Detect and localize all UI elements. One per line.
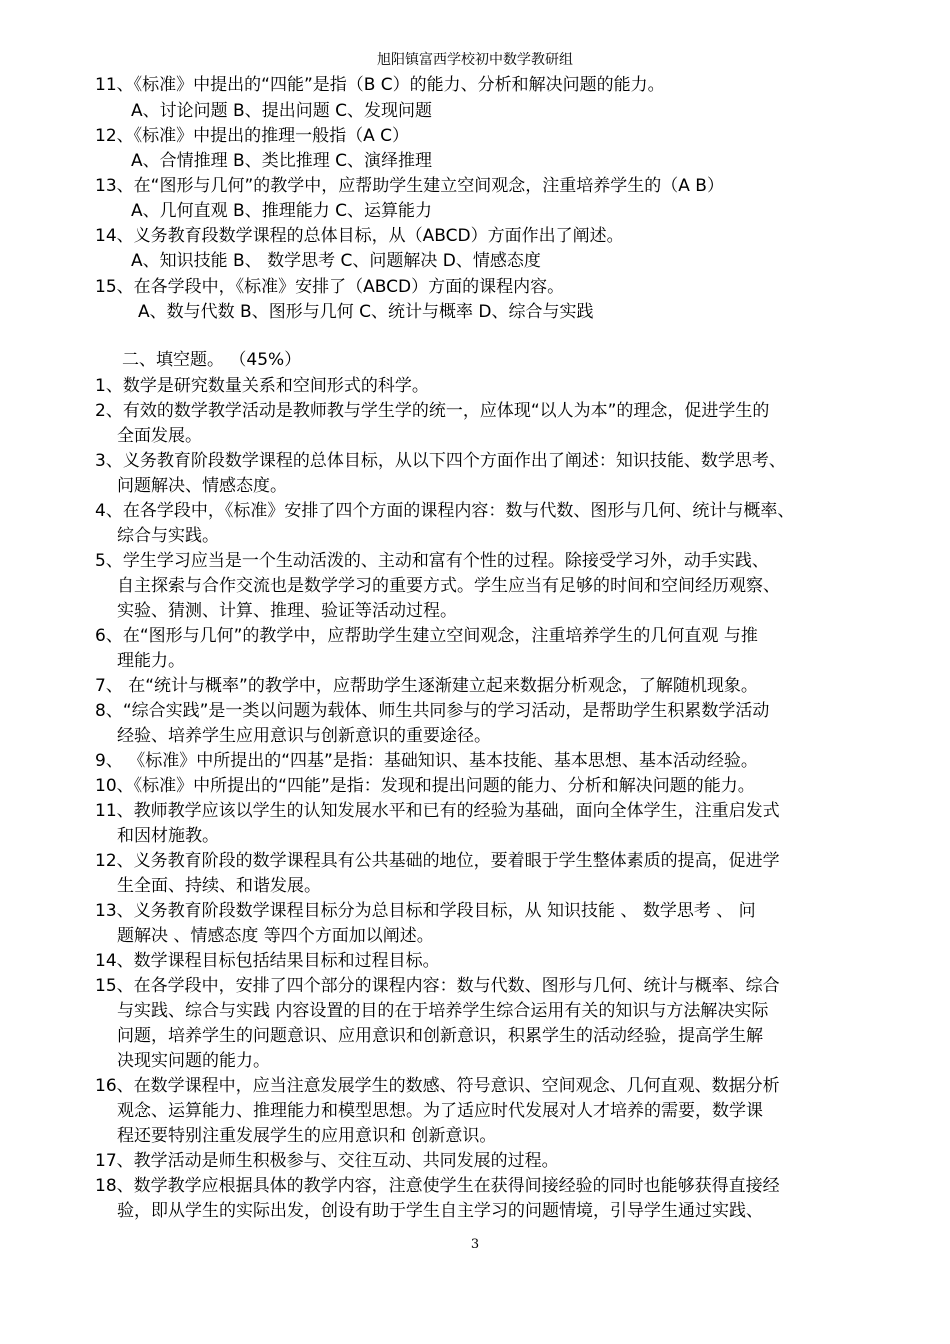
text-line: 经验、培养学生应用意识与创新意识的重要途径。 (117, 726, 491, 746)
text-line: 7、 在“统计与概率”的教学中，应帮助学生逐渐建立起来数据分析观念，了解随机现象。 (95, 676, 758, 696)
text-line: A、知识技能 B、 数学思考 C、问题解决 D、情感态度 (131, 251, 541, 271)
text-line: 决现实问题的能力。 (117, 1051, 270, 1071)
text-line: 生全面、持续、和谐发展。 (117, 876, 321, 896)
text-line: 实验、猜测、计算、推理、验证等活动过程。 (117, 601, 457, 621)
text-line: 观念、运算能力、推理能力和模型思想。为了适应时代发展对人才培养的需要，数学课 (117, 1101, 763, 1121)
text-line: 理能力。 (117, 651, 185, 671)
text-line: 6、在“图形与几何”的教学中，应帮助学生建立空间观念，注重培养学生的几何直观 与推 (95, 626, 758, 646)
text-line: A、合情推理 B、类比推理 C、演绎推理 (131, 151, 432, 171)
text-line: 4、在各学段中，《标准》安排了四个方面的课程内容：数与代数、图形与几何、统计与概率、 (95, 501, 795, 521)
text-line: 全面发展。 (117, 426, 202, 446)
text-line: 3、义务教育阶段数学课程的总体目标，从以下四个方面作出了阐述：知识技能、数学思考、 (95, 451, 786, 471)
text-line: 16、在数学课程中，应当注意发展学生的数感、符号意识、空间观念、几何直观、数据分析 (95, 1076, 780, 1096)
text-line: 11、教师教学应该以学生的认知发展水平和已有的经验为基础，面向全体学生，注重启发式 (95, 801, 780, 821)
text-line: 11、《标准》中提出的“四能”是指（B C）的能力、分析和解决问题的能力。 (95, 75, 665, 95)
text-line: 18、数学教学应根据具体的教学内容，注意使学生在获得间接经验的同时也能够获得直接经 (95, 1176, 780, 1196)
text-line: 5、学生学习应当是一个生动活泼的、主动和富有个性的过程。除接受学习外，动手实践、 (95, 551, 769, 571)
text-line: 和因材施教。 (117, 826, 219, 846)
text-line: 10、《标准》中所提出的“四能”是指：发现和提出问题的能力、分析和解决问题的能力。 (95, 776, 755, 796)
text-line: 验，即从学生的实际出发，创设有助于学生自主学习的问题情境，引导学生通过实践、 (117, 1201, 763, 1221)
page-header: 旭阳镇富西学校初中数学教研组 (377, 52, 573, 68)
text-line: 13、在“图形与几何”的教学中，应帮助学生建立空间观念，注重培养学生的（A B） (95, 176, 724, 196)
text-line: 15、在各学段中，《标准》安排了（ABCD）方面的课程内容。 (95, 277, 565, 297)
text-line: 程还要特别注重发展学生的应用意识和 创新意识。 (117, 1126, 497, 1146)
text-line: 1、数学是研究数量关系和空间形式的科学。 (95, 376, 429, 396)
text-line: 2、有效的数学教学活动是教师教与学生学的统一，应体现“以人为本”的理念，促进学生的 (95, 401, 770, 421)
text-line: 与实践、综合与实践 内容设置的目的在于培养学生综合运用有关的知识与方法解决实际 (117, 1001, 769, 1021)
text-line: A、数与代数 B、图形与几何 C、统计与概率 D、综合与实践 (138, 302, 594, 322)
text-line: A、几何直观 B、推理能力 C、运算能力 (131, 201, 432, 221)
text-line: 15、在各学段中，安排了四个部分的课程内容：数与代数、图形与几何、统计与概率、综合 (95, 976, 780, 996)
text-line: 二、填空题。 （45%） (122, 350, 302, 370)
text-line: 12、义务教育阶段的数学课程具有公共基础的地位，要着眼于学生整体素质的提高，促进学 (95, 851, 780, 871)
text-line: 8、“综合实践”是一类以问题为载体、师生共同参与的学习活动，是帮助学生积累数学活动 (95, 701, 770, 721)
text-line: 题解决 、情感态度 等四个方面加以阐述。 (117, 926, 434, 946)
text-line: 13、义务教育阶段数学课程目标分为总目标和学段目标，从 知识技能 、 数学思考 、 问 (95, 901, 756, 921)
text-line: 17、教学活动是师生积极参与、交往互动、共同发展的过程。 (95, 1151, 559, 1171)
text-line: 综合与实践。 (117, 526, 219, 546)
page-number: 3 (470, 1237, 480, 1252)
text-line: 问题解决、情感态度。 (117, 476, 287, 496)
text-line: 问题，培养学生的问题意识、应用意识和创新意识，积累学生的活动经验，提高学生解 (117, 1026, 763, 1046)
text-line: A、讨论问题 B、提出问题 C、发现问题 (131, 101, 432, 121)
text-line: 12、《标准》中提出的推理一般指（A C） (95, 126, 410, 146)
text-line: 14、义务教育段数学课程的总体目标，从（ABCD）方面作出了阐述。 (95, 226, 624, 246)
text-line: 自主探索与合作交流也是数学学习的重要方式。学生应当有足够的时间和空间经历观察、 (117, 576, 780, 596)
text-line: 14、数学课程目标包括结果目标和过程目标。 (95, 951, 440, 971)
text-line: 9、 《标准》中所提出的“四基”是指：基础知识、基本技能、基本思想、基本活动经验。 (95, 751, 758, 771)
